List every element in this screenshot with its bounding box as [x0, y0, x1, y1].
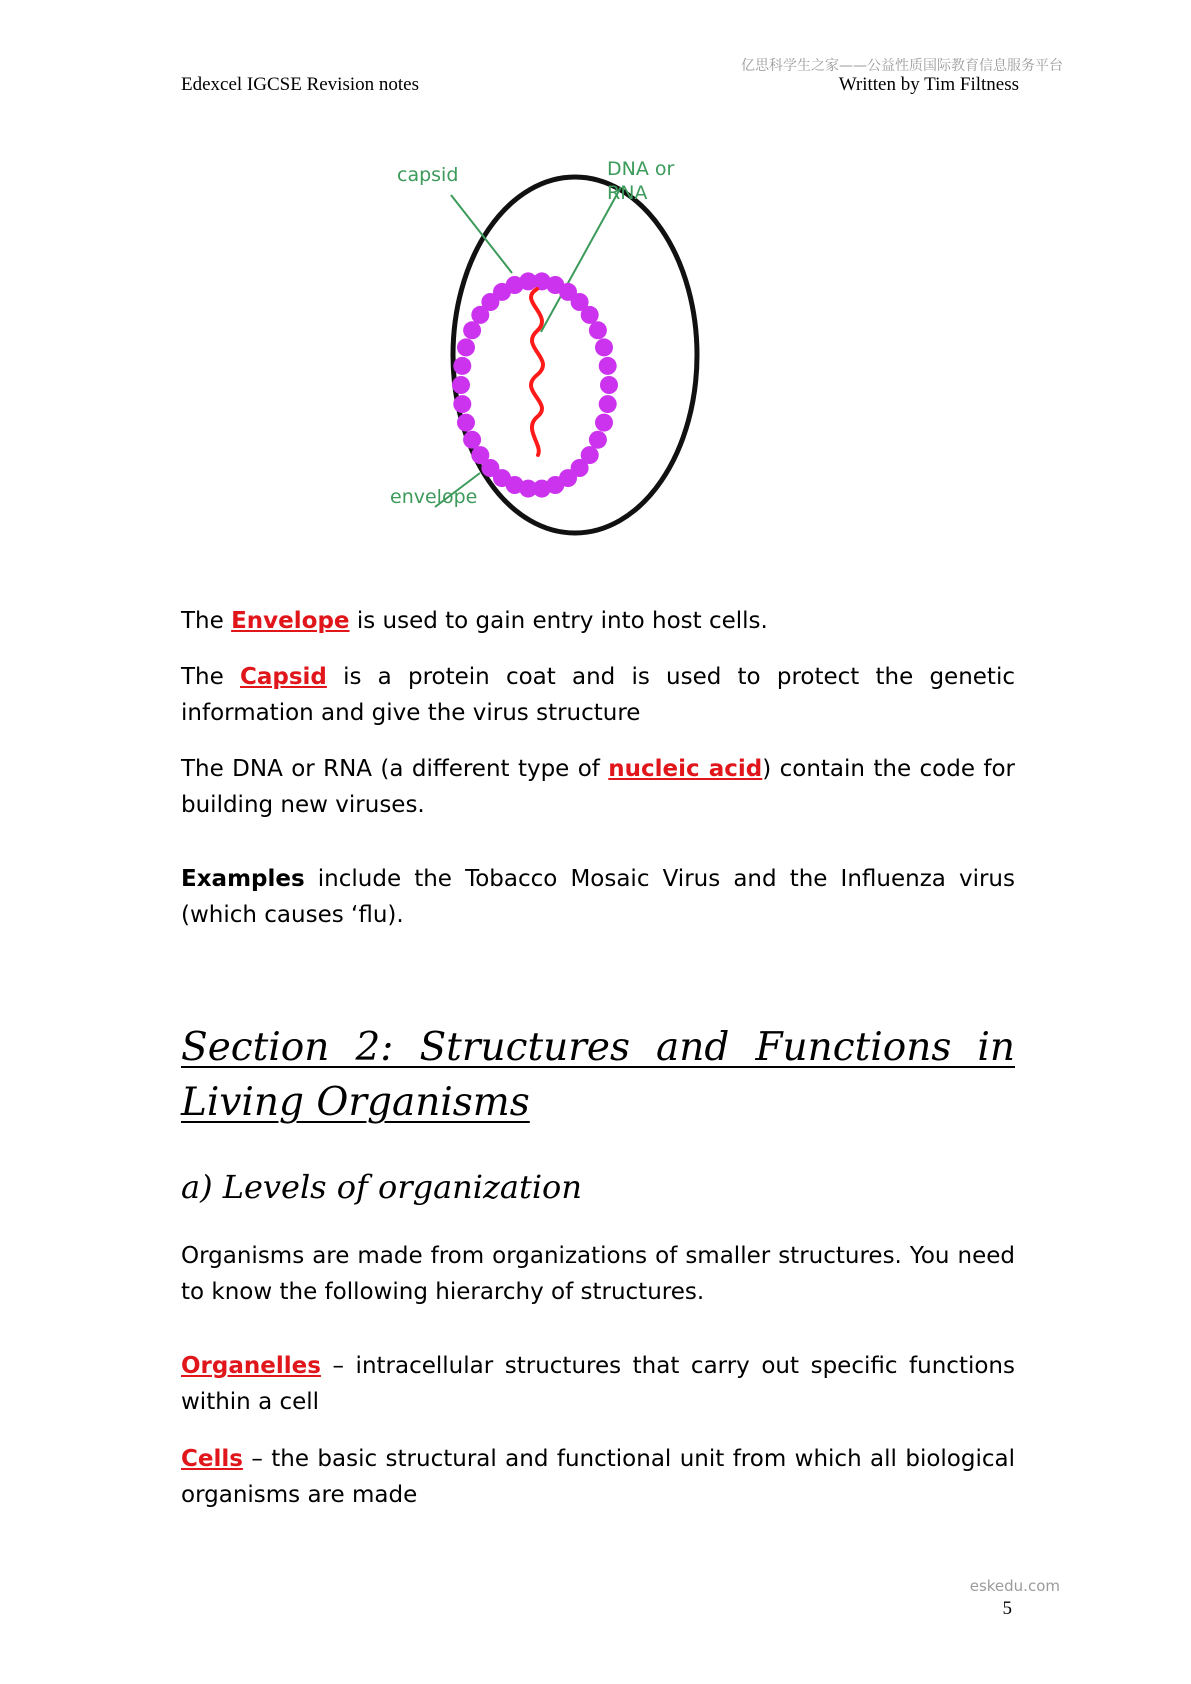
- capsid-bead: [599, 357, 617, 375]
- capsid-post: is a protein coat and is used to protect the genetic information and give the virus structure: [181, 664, 1015, 726]
- capsid-paragraph: [181, 659, 1015, 731]
- capsid-bead: [589, 321, 607, 339]
- virus-diagram: [390, 155, 755, 560]
- envelope-keyword: Envelope: [231, 608, 350, 634]
- capsid-bead: [463, 321, 481, 339]
- envelope-post: is used to gain entry into host cells.: [349, 608, 768, 634]
- capsid-bead: [589, 431, 607, 449]
- organelles-keyword: Organelles: [181, 1353, 321, 1379]
- capsid-bead: [595, 414, 613, 432]
- capsid-bead: [457, 338, 475, 356]
- nucleic-acid-paragraph: [181, 751, 1015, 823]
- watermark-top: 亿思科学生之家——公益性质国际教育信息服务平台: [741, 58, 1063, 74]
- capsid-bead: [457, 414, 475, 432]
- cells-keyword: Cells: [181, 1446, 243, 1472]
- cells-paragraph: [181, 1441, 1015, 1513]
- dna-label-line2: RNA: [607, 182, 648, 204]
- capsid-keyword: Capsid: [239, 664, 327, 690]
- header-left: Edexcel IGCSE Revision notes: [181, 74, 419, 95]
- watermark-bottom: eskedu.com: [969, 1577, 1060, 1595]
- section-title: Section 2: Structures and Functions in Living Organisms: [181, 1025, 1015, 1125]
- capsid-label: capsid: [397, 164, 459, 186]
- nucleic-acid-strand: [531, 289, 543, 455]
- nucleic-post: ) contain the code for building new viruses.: [181, 756, 1015, 818]
- capsid-bead: [599, 395, 617, 413]
- hierarchy-intro-paragraph: Organisms are made from organizations of smaller structures. You need to know the following hierarchy of structures.: [181, 1243, 1015, 1305]
- capsid-bead: [463, 431, 481, 449]
- capsid-bead: [600, 376, 618, 394]
- header-right: Written by Tim Filtness: [838, 74, 1019, 95]
- capsid-pre: The: [181, 664, 240, 690]
- nucleic-pre: The DNA or RNA (a different type of: [181, 756, 609, 782]
- capsid-bead: [595, 338, 613, 356]
- capsid-bead: [452, 376, 470, 394]
- cells-post: – the basic structural and functional unit from which all biological organisms are made: [181, 1446, 1015, 1508]
- organelles-paragraph: [181, 1348, 1015, 1420]
- examples-paragraph: [181, 861, 1015, 933]
- envelope-label: envelope: [390, 486, 478, 508]
- capsid-bead: [471, 446, 489, 464]
- capsid-pointer-line: [451, 195, 512, 273]
- capsid-bead: [581, 306, 599, 324]
- page-number: 5: [1002, 1598, 1012, 1619]
- capsid-bead: [453, 357, 471, 375]
- envelope-paragraph: [181, 603, 1015, 639]
- organelles-post: – intracellular structures that carry out specific functions within a cell: [181, 1353, 1015, 1415]
- examples-bold: Examples: [181, 866, 305, 892]
- capsid-bead: [453, 395, 471, 413]
- envelope-pre: The: [181, 608, 232, 634]
- subsection-title: a) Levels of organization: [181, 1168, 582, 1206]
- examples-post: include the Tobacco Mosaic Virus and the Influenza virus (which causes ‘flu).: [181, 866, 1015, 928]
- dna-label-line1: DNA or: [607, 158, 675, 180]
- nucleic-keyword: nucleic acid: [608, 756, 763, 782]
